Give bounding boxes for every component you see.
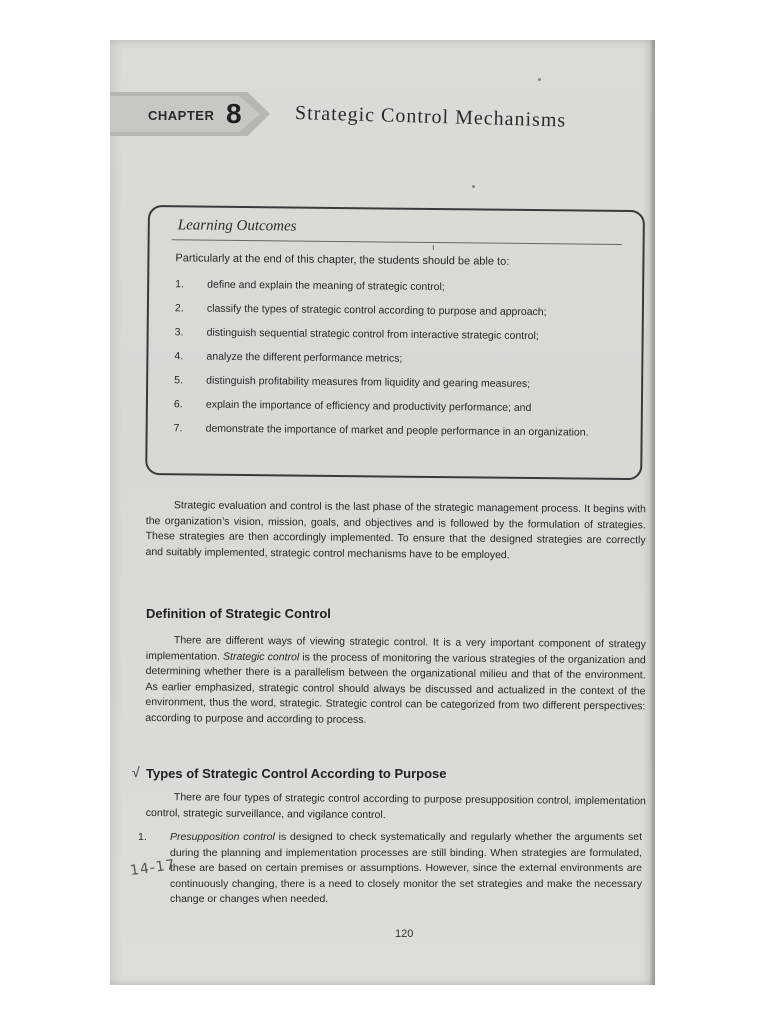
- outcome-item: [174, 350, 402, 364]
- list-term: Presupposition control: [170, 831, 275, 843]
- page-number: 120: [395, 928, 414, 940]
- definition-text-after: is the process of monitoring the various strategies of the organization and determining whether there is a parallelism between the organizational milieu and that of the environment. As earlier emphasized, strategic control should always be discussed and actualized in the context of the environment, thus the word, strategic. Strategic control can be categorized from two different perspectives: according to purpose and according to process.: [145, 650, 646, 726]
- outcome-item: [174, 374, 530, 390]
- learning-outcomes-rule: [172, 239, 622, 245]
- tick-mark: ı: [432, 242, 435, 252]
- chapter-title: Strategic Control Mechanisms: [294, 102, 567, 132]
- outcome-text: analyze the different performance metrics;: [206, 350, 403, 365]
- page-shadow: [649, 40, 655, 985]
- speck: [472, 185, 475, 188]
- outcome-item: [175, 278, 445, 293]
- intro-paragraph-block: [146, 498, 646, 560]
- outcome-text: distinguish sequential strategic control from interactive strategic control;: [206, 326, 539, 343]
- chapter-number: 8: [226, 98, 242, 129]
- book-page: [110, 40, 655, 985]
- intro-paragraph: Strategic evaluation and control is the last phase of the strategic management process. It begins with the organization’s vision, mission, goals, and objectives and is followed by the formulation of strategies. These strategies are then accordingly implemented. To ensure that the designed strategies are correctly and suitably implemented, strategic control mechanisms have to be employed.: [145, 499, 646, 561]
- outcome-number: 4.: [174, 350, 184, 363]
- outcome-number: 2.: [174, 302, 184, 315]
- list-text: is designed to check systematically and regularly whether the arguments set during the planning and implementation processes are still binding. When strategies are formulated, these are based on certain premises or assumptions. However, since the external environments are continuously changing, there is a need to closely monitor the set strategies and make the necessary change or changes when needed.: [170, 831, 642, 905]
- outcome-text: distinguish profitability measures from liquidity and gearing measures;: [206, 374, 531, 391]
- outcome-text: classify the types of strategic control according to purpose and approach;: [206, 302, 547, 319]
- types-heading: Types of Strategic Control According to Purpose: [146, 766, 447, 781]
- check-mark-icon: √: [132, 764, 140, 780]
- list-number: 1.: [138, 831, 147, 843]
- outcome-number: 7.: [173, 422, 183, 435]
- learning-outcomes-intro: Particularly at the end of this chapter, the students should be able to:: [175, 252, 510, 268]
- speck: [538, 78, 541, 81]
- outcome-number: 5.: [174, 374, 183, 387]
- definition-heading: Definition of Strategic Control: [146, 606, 331, 621]
- outcome-number: 6.: [173, 398, 183, 411]
- handwritten-note: 14-17: [129, 856, 177, 880]
- outcome-item: [174, 422, 589, 438]
- outcome-text: demonstrate the importance of market and people performance in an organization.: [205, 422, 589, 439]
- learning-outcomes-box: [145, 205, 645, 480]
- learning-outcomes-title: Learning Outcomes: [177, 217, 297, 235]
- types-paragraph-block: [146, 790, 646, 821]
- outcome-text: define and explain the meaning of strategic control;: [207, 278, 445, 294]
- outcome-item: [175, 302, 547, 318]
- types-paragraph: There are four types of strategic control according to purpose presupposition control, implementation control, strategic surveillance, and vigilance control.: [145, 791, 646, 821]
- outcome-item: [175, 326, 539, 342]
- outcome-item: [174, 398, 532, 414]
- outcome-number: 3.: [174, 326, 184, 339]
- outcome-number: 1.: [175, 278, 184, 291]
- definition-paragraph-block: [146, 633, 646, 726]
- chapter-label: CHAPTER: [148, 108, 215, 123]
- definition-text-before: There are different ways of viewing strategic control. It is a very important component of strategy implementation.: [145, 634, 646, 663]
- definition-paragraph: [145, 633, 646, 730]
- definition-term: Strategic control: [223, 650, 300, 663]
- outcome-text: explain the importance of efficiency and productivity performance; and: [205, 398, 532, 415]
